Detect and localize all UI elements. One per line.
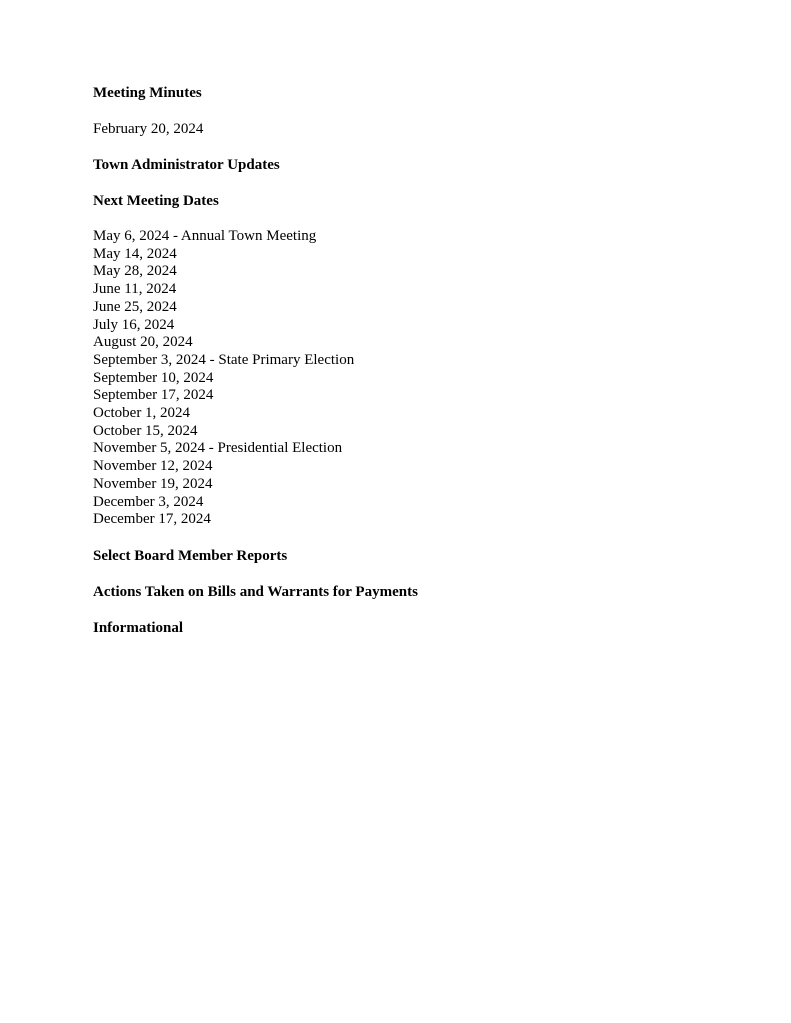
document-page (93, 84, 713, 637)
section-informational: Informational (93, 619, 183, 636)
list-item: September 17, 2024 (93, 387, 214, 404)
list-item: July 16, 2024 (93, 316, 175, 333)
list-item: November 12, 2024 (93, 458, 213, 475)
section-town-administrator-updates: Town Administrator Updates (93, 157, 280, 173)
meeting-dates-list (93, 228, 713, 529)
list-item: November 19, 2024 (93, 475, 213, 492)
section-next-meeting-dates: Next Meeting Dates (93, 193, 219, 209)
list-item: October 15, 2024 (93, 422, 198, 439)
list-item: August 20, 2024 (93, 334, 193, 351)
section-select-board-member-reports: Select Board Member Reports (93, 547, 288, 564)
document-title: Meeting Minutes (93, 85, 202, 101)
list-item: June 25, 2024 (93, 298, 177, 315)
list-item: September 3, 2024 - State Primary Election (93, 351, 355, 368)
meeting-date: February 20, 2024 (93, 121, 204, 137)
list-item: June 11, 2024 (93, 281, 177, 298)
list-item: May 14, 2024 (93, 245, 177, 262)
list-item: September 10, 2024 (93, 369, 214, 386)
section-bills-and-warrants: Actions Taken on Bills and Warrants for Payments (93, 583, 418, 600)
list-item: December 3, 2024 (93, 493, 204, 510)
list-item: May 6, 2024 - Annual Town Meeting (93, 228, 317, 244)
list-item: October 1, 2024 (93, 405, 191, 422)
list-item: May 28, 2024 (93, 263, 177, 280)
list-item: December 17, 2024 (93, 511, 211, 528)
list-item: November 5, 2024 - Presidential Election (93, 440, 343, 457)
